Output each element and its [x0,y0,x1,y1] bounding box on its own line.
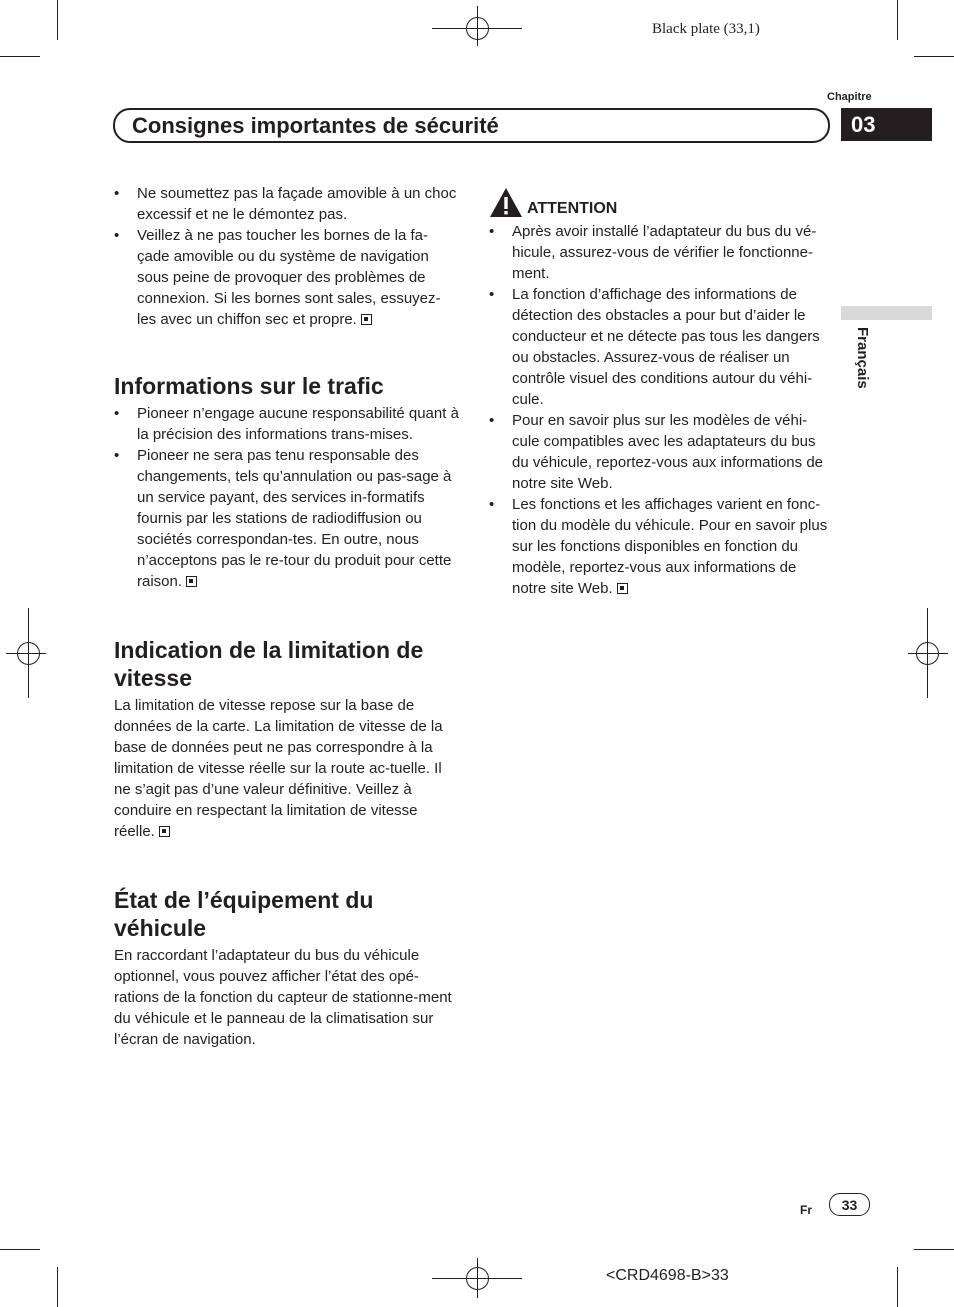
list-item: • Pioneer ne sera pas tenu responsable des changements, tels qu’annulation ou pas-sage à un service payant, des services in-formatifs fournis par les stations de radiodiffusion ou sociétés correspondan-tes. En outre, nous n’acceptons pas le re-tour du produit pour cette raison. [114,445,459,592]
list-item: • Pour en savoir plus sur les modèles de véhi-cule compatibles avec les adaptateurs du bus du véhicule, reportez-vous aux informations de notre site Web. [489,410,831,494]
list-item: • Les fonctions et les affichages varient en fonc-tion du modèle du véhicule. Pour en savoir plus sur les fonctions disponibles en fonction du modèle, reportez-vous aux informations de notre site Web. [489,494,831,599]
document-code: <CRD4698-B>33 [606,1267,729,1284]
end-of-section-icon [361,314,372,325]
plate-label: Black plate (33,1) [652,21,760,37]
heading-traffic: Informations sur le trafic [114,373,384,399]
right-column [489,221,831,599]
footer-lang-code: Fr [800,1203,812,1217]
section-header [113,108,830,143]
chapter-number: 03 [841,108,932,141]
vehicle-equipment-paragraph: En raccordant l’adaptateur du bus du véhicule optionnel, vous pouvez afficher l’état des opé-rations de la fonction du capteur de stationne-ment du véhicule et le panneau de la climatisation sur l’écran de navigation. [114,947,452,1048]
speed-limit-paragraph: La limitation de vitesse repose sur la base de données de la carte. La limitation de vitesse de la base de données peut ne pas correspondre à la limitation de vitesse réelle sur la route ac-tuelle. Il ne s’agit pas d’une valeur définitive. Veillez à conduire en respectant la limitation de vitesse réelle. [114,697,443,840]
end-of-section-icon [159,826,170,837]
section-header-title: Consignes importantes de sécurité [132,112,499,138]
attention-label: ATTENTION [527,200,618,217]
list-item: • Après avoir installé l’adaptateur du bus du vé-hicule, assurez-vous de vérifier le fonctionne-ment. [489,221,831,284]
left-column [114,183,459,1050]
language-label: Français [854,327,871,389]
heading-speed-limit: Indication de la limitation de vitesse [114,637,424,691]
language-tab [841,306,932,320]
intro-bullet-list [114,183,459,330]
end-of-section-icon [186,576,197,587]
list-item: • La fonction d’affichage des informations de détection des obstacles a pour but d’aider le conducteur et ne détecte pas tous les dangers ou obstacles. Assurez-vous de réaliser un contrôle visuel des conditions autour du véhi-cule. [489,284,831,410]
end-of-section-icon [617,583,628,594]
heading-vehicle-equipment: État de l’équipement du véhicule [114,887,374,941]
page-number: 33 [829,1193,870,1216]
list-item: • Pioneer n’engage aucune responsabilité quant à la précision des informations trans-mises. [114,403,459,445]
attention-bullet-list [489,221,831,599]
list-item: • Veillez à ne pas toucher les bornes de la fa-çade amovible ou du système de navigation sous peine de provoquer des problèmes de connexion. Si les bornes sont sales, essuyez-les avec un chiffon sec et propre. [114,225,459,330]
traffic-bullet-list [114,403,459,592]
warning-icon [489,187,523,223]
list-item: • Ne soumettez pas la façade amovible à un choc excessif et ne le démontez pas. [114,183,459,225]
chapter-label: Chapitre [827,91,872,103]
